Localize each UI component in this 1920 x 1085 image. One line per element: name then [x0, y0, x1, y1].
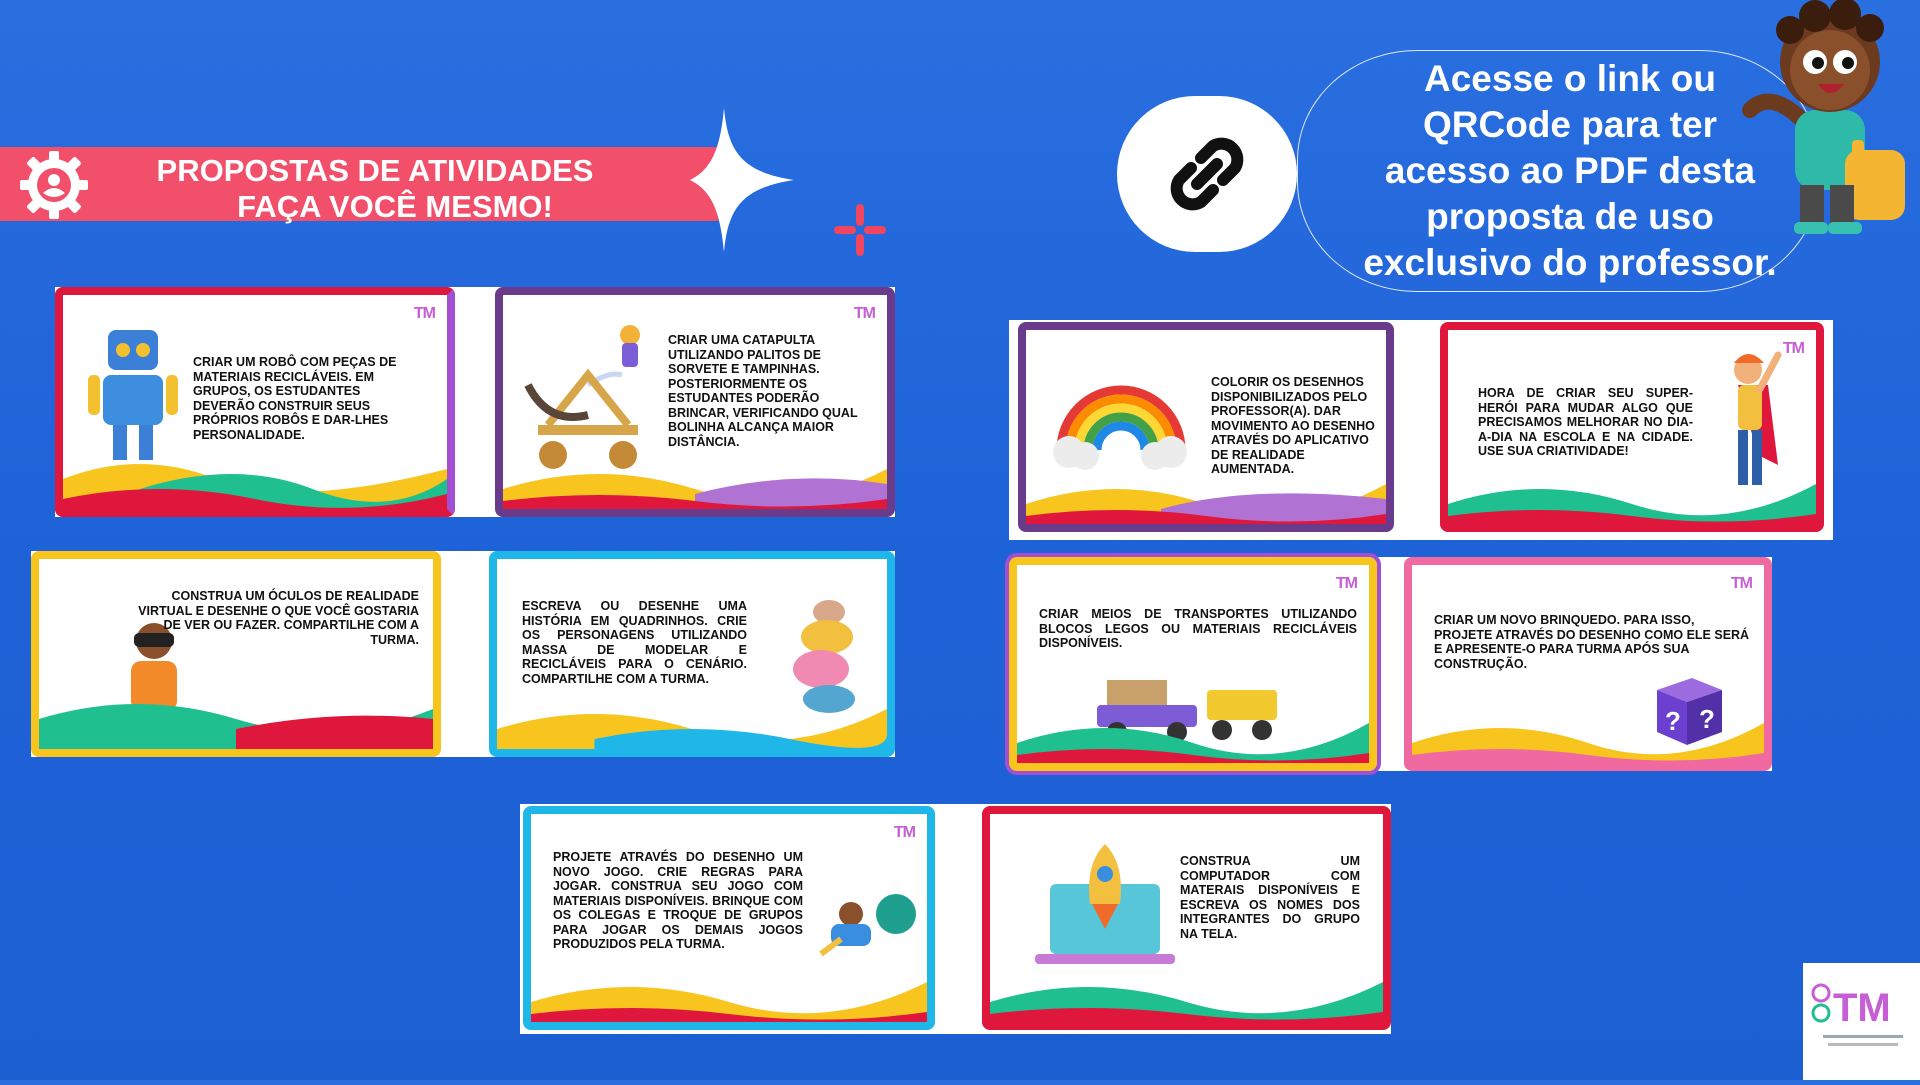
pdf-link-button[interactable] [1117, 96, 1297, 252]
card-waves [531, 962, 927, 1022]
tm-logo: TM [1730, 575, 1752, 592]
activity-card-rainbow[interactable] [1018, 322, 1394, 532]
flying-kid-illustration [811, 884, 921, 974]
card-waves [1412, 703, 1764, 763]
activity-card-computer[interactable] [982, 806, 1391, 1030]
card-text: COLORIR OS DESENHOS DISPONIBILIZADOS PELO PROFESSOR(A). DAR MOVIMENTO AO DESENHO ATRAVÉS DO APLICATIVO DE REALIDADE AUMENTADA. [1211, 375, 1375, 476]
card-waves [63, 449, 447, 509]
card-tag: PROPOSTA 4 [1426, 573, 1471, 580]
card-tag: PROPOSTA 8 [511, 567, 556, 574]
card-text: CRIAR MEIOS DE TRANSPORTES UTILIZANDO BLOCOS LEGOS OU MATERIAIS RECICLÁVEIS DISPONÍVEIS. [1039, 607, 1357, 650]
rainbow-illustration [1051, 370, 1191, 470]
robot-illustration [83, 320, 183, 470]
activity-card-superhero[interactable] [1440, 322, 1824, 532]
tm-logo: TM [1782, 340, 1804, 357]
activity-card-new-toy[interactable] [1404, 557, 1772, 771]
tm-logo: TM [893, 824, 915, 841]
callout-line-1: Acesse o link ou [1424, 58, 1716, 99]
gear-icon [16, 147, 92, 223]
card-tag: PROPOSTA 3 [1040, 338, 1085, 345]
callout-line-5: exclusivo do professor. [1363, 242, 1777, 283]
card-tag: PROPOSTA 6 [77, 303, 122, 310]
tm-logo-text: TM [1833, 986, 1891, 1030]
callout-line-4: proposta de uso [1426, 196, 1714, 237]
card-waves [497, 689, 887, 749]
sparkle-star-icon [690, 108, 800, 252]
banner-title [140, 153, 610, 225]
card-waves [1017, 703, 1369, 763]
svg-text:?: ? [1665, 706, 1681, 736]
card-waves [503, 449, 887, 509]
activity-card-robot[interactable] [55, 287, 455, 517]
card-waves [990, 962, 1383, 1022]
link-icon [1157, 124, 1257, 224]
activity-card-vr-glasses[interactable] [31, 551, 441, 757]
title-banner [0, 147, 718, 224]
card-tag: PROPOSTA 9 [545, 822, 590, 829]
card-tag: PROPOSTA 2 [517, 303, 562, 310]
callout-line-2: QRCode para ter [1422, 104, 1717, 145]
card-tag: PROPOSTA 10 [1462, 338, 1511, 345]
activity-card-new-game[interactable] [523, 806, 935, 1030]
tm-logo: TM [413, 305, 435, 322]
card-tag: PROPOSTA 6 [1004, 822, 1049, 829]
card-text: CRIAR UM ROBÔ COM PEÇAS DE MATERIAIS RECICLÁVEIS. EM GRUPOS, OS ESTUDANTES DEVERÃO CONSTRUIR SEUS PRÓPRIOS ROBÔS E DAR-LHES PERSONALIDADE. [193, 355, 397, 442]
tm-logo-graphic [1803, 963, 1920, 1080]
card-tag: PROPOSTA 7 [53, 567, 98, 574]
activity-card-transport[interactable] [1009, 557, 1377, 771]
svg-text:?: ? [1699, 704, 1715, 734]
card-waves [1026, 464, 1386, 524]
student-mascot-illustration [1740, 0, 1920, 260]
card-text: CONSTRUA UM COMPUTADOR COM MATERAIS DISPONÍVEIS E ESCREVA OS NOMES DOS INTEGRANTES DO GRUPO NA TELA. [1180, 854, 1360, 941]
card-text: ESCREVA OU DESENHE UMA HISTÓRIA EM QUADRINHOS. CRIE OS PERSONAGENS UTILIZANDO MASSA DE MODELAR E RECICLÁVEIS PARA O CENÁRIO. COMPARTILHE COM A TURMA. [522, 599, 747, 686]
card-text: HORA DE CRIAR SEU SUPER-HERÓI PARA MUDAR ALGO QUE PRECISAMOS MELHORAR NO DIA-A-DIA NA ESCOLA E NA CIDADE. USE SUA CRIATIVIDADE! [1478, 386, 1693, 458]
card-waves [39, 689, 433, 749]
card-text: CONSTRUA UM ÓCULOS DE REALIDADE VIRTUAL E DESENHE O QUE VOCÊ GOSTARIA DE VER OU FAZER. COMPARTILHE COM A TURMA. [138, 589, 419, 647]
tm-corner-logo [1803, 963, 1920, 1080]
tm-logo: TM [853, 305, 875, 322]
card-text: CRIAR UMA CATAPULTA UTILIZANDO PALITOS DE SORVETE E TAMPINHAS. POSTERIORMENTE OS ESTUDANTES PODERÃO BRINCAR, VERIFICANDO QUAL BOLINHA ALCANÇA MAIOR DISTÂNCIA. [668, 333, 858, 449]
banner-line-2: FAÇA VOCÊ MESMO! [237, 189, 553, 224]
card-text: PROJETE ATRAVÉS DO DESENHO UM NOVO JOGO. CRIE REGRAS PARA JOGAR. CONSTRUA SEU JOGO COM MATERIAIS DISPONÍVEIS. BRINQUE COM OS COLEGAS E TROQUE DE GRUPOS PARA JOGAR OS DEMAIS JOGOS PRODUZIDOS PELA TURMA. [553, 850, 803, 951]
card-tag: PROPOSTA 5 [1031, 573, 1076, 580]
tm-logo: TM [1335, 575, 1357, 592]
callout-text [1340, 56, 1800, 286]
card-text: CRIAR UM NOVO BRINQUEDO. PARA ISSO, PROJETE ATRAVÉS DO DESENHO COMO ELE SERÁ E APRESENTE-O PARA TURMA APÓS SUA CONSTRUÇÃO. [1434, 613, 1750, 671]
banner-line-1: PROPOSTAS DE ATIVIDADES [156, 153, 594, 188]
plus-sparkle-icon [830, 200, 890, 260]
callout-line-3: acesso ao PDF desta [1384, 150, 1756, 191]
card-waves [1448, 464, 1816, 524]
activity-card-comic-story[interactable] [489, 551, 895, 757]
activity-card-catapult[interactable] [495, 287, 895, 517]
